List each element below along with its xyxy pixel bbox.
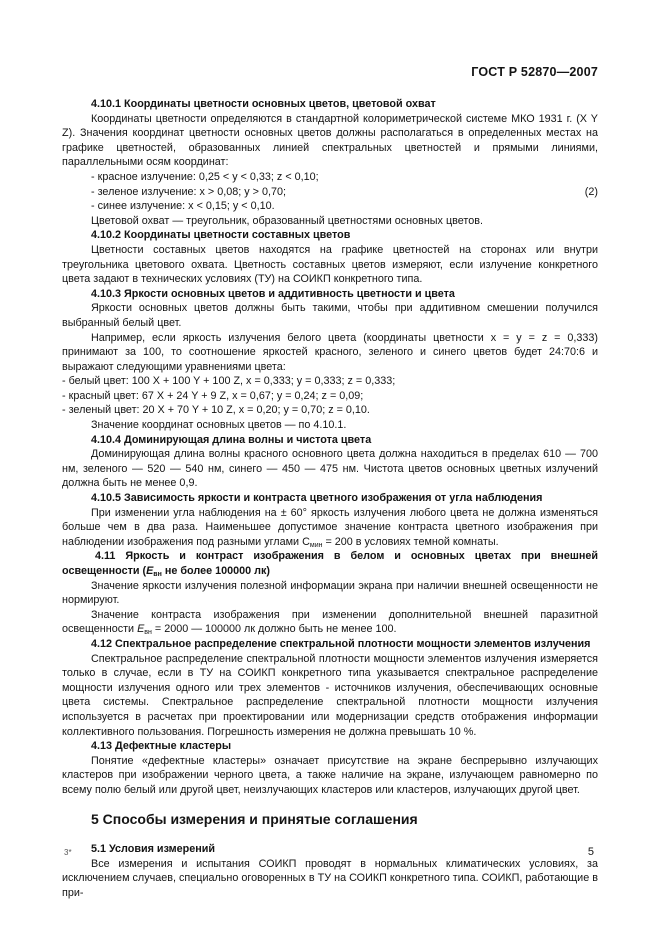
paragraph — [62, 506, 598, 550]
paragraph: Спектральное распределение спектральной плотности мощности элементов излучения измеряется только в случае, если в ТУ на СОИКП конкретного типа указывается спектральное распределение мощности излучения одного или трех элементов - источников излучения, обеспечивающих основные цвета системы. Спектральное распределение спектральной плотности мощности излучения используется в расчетах при проектировании или модернизации средств отображения информации коллективного пользования. Погрешность измерения не должна превышать 10 %. — [62, 652, 598, 738]
section-5-title: 5 Способы измерения и принятые соглашения — [91, 810, 418, 827]
subscript: мин — [309, 541, 323, 549]
heading-4-13: 4.13 Дефектные кластеры — [91, 740, 232, 753]
text-run: E — [137, 623, 145, 636]
paragraph: Цветовой охват — треугольник, образованный цветностями основных цветов. — [91, 214, 483, 227]
text-run: 4.11 Яркость и контраст изображения в белом и основных цветах при внешней освещенности ( — [62, 550, 598, 577]
heading-4-10-1: 4.10.1 Координаты цветности основных цветов, цветовой охват — [91, 98, 436, 110]
paragraph: Координаты цветности определяются в стандартной колориметрической системе МКО 1931 г. (X Y Z). Значения координат цветности основных цветов должны располагаться в определенных местах на графике цветностей, образованных линией спектральных цветностей и прямыми линиями, параллельными осям координат: — [62, 112, 598, 169]
text-run: не более 100000 лк) — [161, 565, 270, 577]
heading-4-10-4: 4.10.4 Доминирующая длина волны и чистота цвета — [91, 433, 372, 446]
paragraph: Все измерения и испытания СОИКП проводят в нормальных климатических условиях, за исключением случаев, специально оговоренных в ТУ на СОИКП конкретного типа. СОИКП, работающие в при- — [62, 857, 598, 899]
paragraph: Значение яркости излучения полезной информации экрана при наличии внешней освещенности не нормируют. — [62, 579, 598, 607]
equation-blue: - синее излучение: x < 0,15; y < 0,10. — [91, 200, 275, 213]
paragraph: Значение координат основных цветов — по 4.10.1. — [91, 419, 347, 432]
heading-4-10-2: 4.10.2 Координаты цветности составных цветов — [91, 229, 351, 242]
text-run: E — [146, 565, 154, 577]
heading-4-12: 4.12 Спектральное распределение спектральной плотности мощности элементов излучения — [91, 637, 591, 650]
paragraph: Понятие «дефектные кластеры» означает присутствие на экране беспрерывно излучающих кластеров при изображении черного цвета, а также наличие на экране, излучающем равномерно по всему полю белый или другой цвет, неизлучающих кластеров или кластеров, излучающих другой цвет. — [62, 754, 598, 796]
text-run: Значение контраста изображения при изменении дополнительной внешней паразитной освещенности — [62, 608, 598, 636]
equation-red-color: - красный цвет: 67 X + 24 Y + 9 Z, x = 0,67; y = 0,24; z = 0,09; — [62, 389, 364, 402]
heading-4-11 — [62, 549, 598, 578]
footer-mark: 3* — [64, 848, 72, 857]
equation-red: - красное излучение: 0,25 < y < 0,33; z < 0,10; — [91, 170, 319, 183]
text-run: = 200 в условиях темной комнаты. — [322, 535, 499, 548]
paragraph: Цветности составных цветов находятся на графике цветностей на сторонах или внутри треугольника цветового охвата. Цветность составных цветов измеряют, если излучение конкретного цвета задают в технических условиях (ТУ) на СОИКП конкретного типа. — [62, 243, 598, 286]
page-number: 5 — [587, 846, 594, 858]
heading-4-10-5: 4.10.5 Зависимость яркости и контраста цветного изображения от угла наблюдения — [91, 492, 543, 505]
paragraph: Например, если яркость излучения белого цвета (координаты цветности x = y = z = 0,333) принимают за 100, то соотношение яркостей красного, зеленого и синего цветов будет 24:70:6 и выражают следующими уравнениями цвета: — [62, 331, 598, 373]
document-id: ГОСТ Р 52870—2007 — [471, 65, 598, 79]
text-run: При изменении угла наблюдения на ± 60° яркость излучения любого цвета не должна изменяться больше чем в два раза. Наименьшее допустимое значение контраста цветного изображения при наблюдении изображения под разными углами C — [62, 506, 598, 548]
heading-4-10-3: 4.10.3 Яркости основных цветов и аддитивность цветности и цвета — [91, 287, 455, 300]
subscript: вн — [144, 629, 152, 637]
paragraph: Доминирующая длина волны красного основного цвета должна находиться в пределах 610 — 700 нм, зеленого — 520 — 540 нм, синего — 450 — 475 нм. Чистота цветов основных цветных излучений должна быть не менее 0,9. — [62, 448, 598, 490]
equation-number: (2) — [584, 185, 598, 198]
paragraph — [62, 608, 598, 637]
equation-white: - белый цвет: 100 X + 100 Y + 100 Z, x = 0,333; y = 0,333; z = 0,333; — [62, 375, 396, 388]
subscript: вн — [153, 571, 162, 578]
equation-green: - зеленое излучение: x > 0,08; y > 0,70; — [91, 185, 286, 198]
equation-green-row — [62, 185, 598, 200]
heading-5-1: 5.1 Условия измерений — [91, 843, 216, 856]
equation-green-color: - зеленый цвет: 20 X + 70 Y + 10 Z, x = 0,20; y = 0,70; z = 0,10. — [62, 404, 370, 417]
text-run: = 2000 — 100000 лк должно быть не менее 100. — [151, 623, 397, 636]
paragraph: Яркости основных цветов должны быть такими, чтобы при аддитивном смешении получился выбранный белый цвет. — [62, 302, 598, 329]
page-content — [62, 97, 598, 900]
